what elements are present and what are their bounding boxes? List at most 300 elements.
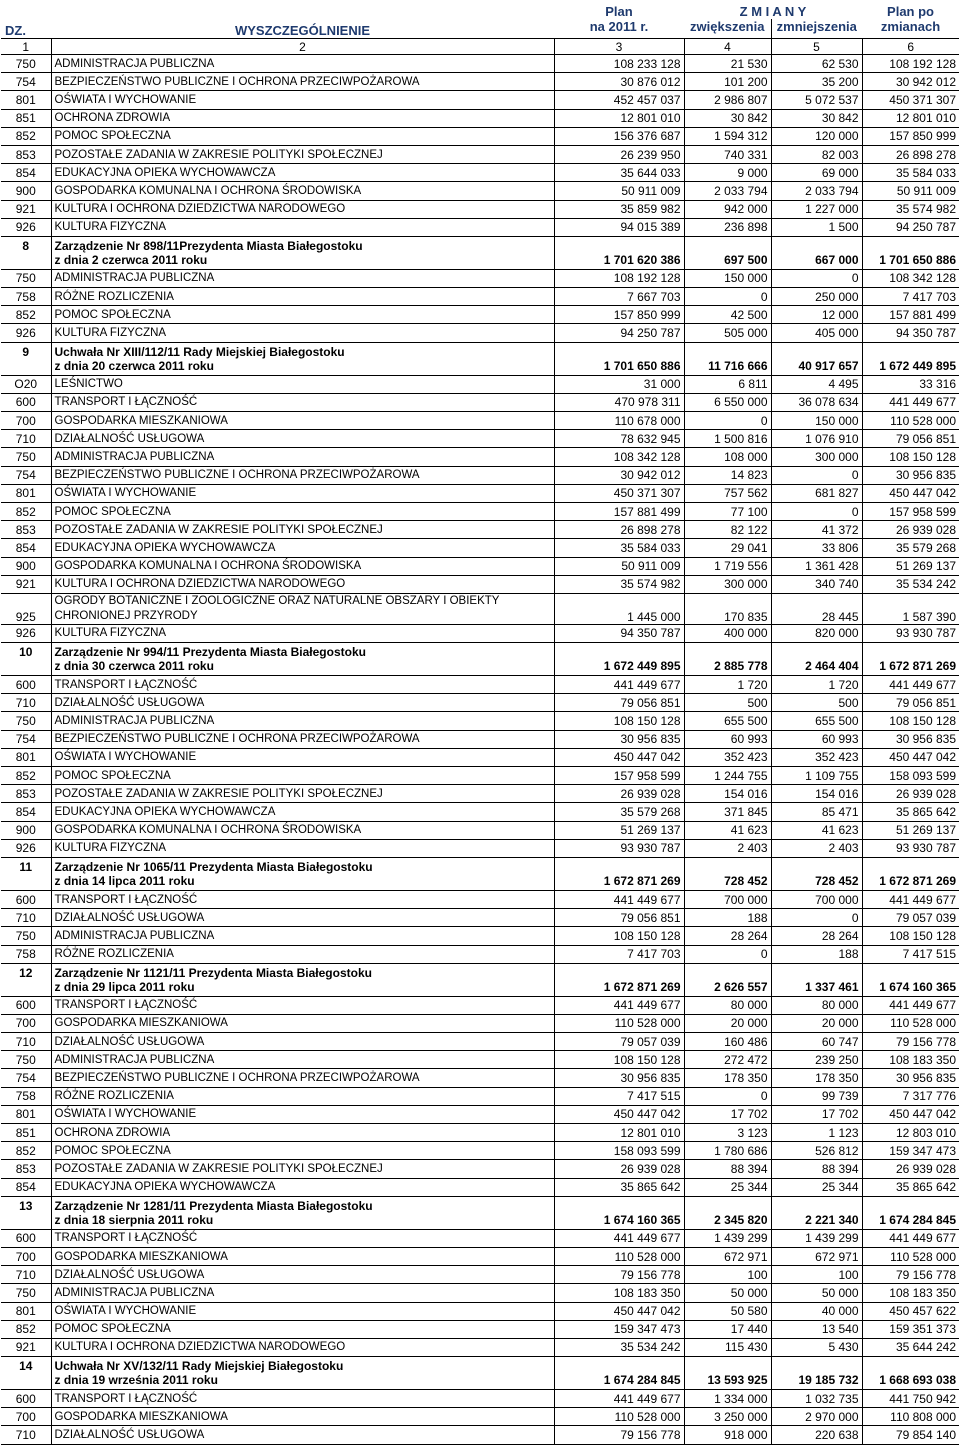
empty-cell	[771, 857, 862, 874]
increase-value: 160 486	[684, 1033, 771, 1051]
plan-after-value: 30 942 012	[862, 73, 959, 91]
plan-after-value: 26 898 278	[862, 145, 959, 163]
decrease-value: 5 430	[771, 1338, 862, 1356]
total-plan-after: 1 674 284 845	[862, 1213, 959, 1230]
resolution-number: 8	[22, 238, 30, 253]
decrease-value: 12 000	[771, 306, 862, 324]
plan-value: 108 150 128	[554, 712, 684, 730]
table-row	[1, 1408, 959, 1426]
resolution-title: Zarządzenie Nr 1065/11 Prezydenta Miasta Białegostoku	[51, 857, 554, 874]
plan-value: 441 449 677	[554, 996, 684, 1014]
resolution-header-row	[1, 963, 959, 980]
plan-value: 94 350 787	[554, 624, 684, 642]
header-planpo-line1: Plan po	[887, 4, 934, 19]
resolution-header-row	[1, 857, 959, 874]
increase-value: 0	[684, 1087, 771, 1105]
plan-after-value: 159 351 373	[862, 1320, 959, 1338]
plan-after-value: 94 250 787	[862, 218, 959, 236]
header-plan-line2: na 2011 r.	[554, 19, 684, 39]
resolution-title: Zarządzenie Nr 898/11Prezydenta Miasta Białegostoku	[51, 236, 554, 253]
section-name: TRANSPORT I ŁĄCZNOŚĆ	[51, 1229, 554, 1247]
plan-after-value: 79 156 778	[862, 1266, 959, 1284]
plan-after-value: 441 449 677	[862, 676, 959, 694]
decrease-value: 5 072 537	[771, 91, 862, 109]
resolution-header-row	[1, 236, 959, 253]
total-plan: 1 674 284 845	[554, 1373, 684, 1390]
table-row	[1, 448, 959, 466]
empty-cell	[1, 1213, 51, 1230]
table-row	[1, 200, 959, 218]
decrease-value: 820 000	[771, 624, 862, 642]
plan-value: 50 911 009	[554, 182, 684, 200]
section-name: KULTURA FIZYCZNA	[51, 218, 554, 236]
decrease-value: 500	[771, 694, 862, 712]
section-name: EDUKACYJNA OPIEKA WYCHOWAWCZA	[51, 803, 554, 821]
plan-value: 35 574 982	[554, 575, 684, 593]
resolution-totals-row	[1, 659, 959, 676]
plan-after-value: 441 449 677	[862, 1229, 959, 1247]
table-row	[1, 1160, 959, 1178]
resolution-number: 13	[19, 1198, 33, 1213]
section-code: 921	[1, 1338, 51, 1356]
empty-cell	[554, 1196, 684, 1213]
plan-value: 441 449 677	[554, 1390, 684, 1408]
plan-after-value: 79 854 140	[862, 1426, 959, 1444]
section-name: BEZPIECZEŃSTWO PUBLICZNE I OCHRONA PRZECIWPOŻAROWA	[51, 73, 554, 91]
plan-after-value: 26 939 028	[862, 785, 959, 803]
decrease-value: 30 842	[771, 109, 862, 127]
plan-value: 50 911 009	[554, 557, 684, 575]
section-name: EDUKACYJNA OPIEKA WYCHOWAWCZA	[51, 164, 554, 182]
resolution-title: Zarządzenie Nr 1121/11 Prezydenta Miasta Białegostoku	[51, 963, 554, 980]
section-code: 801	[1, 91, 51, 109]
plan-value: 156 376 687	[554, 127, 684, 145]
decrease-value: 17 702	[771, 1105, 862, 1123]
plan-value: 157 958 599	[554, 767, 684, 785]
table-row	[1, 945, 959, 963]
empty-cell	[862, 643, 959, 660]
section-name: ADMINISTRACJA PUBLICZNA	[51, 927, 554, 945]
decrease-value: 41 372	[771, 521, 862, 539]
plan-after-value: 159 347 473	[862, 1142, 959, 1160]
table-row	[1, 1426, 959, 1444]
section-code: 926	[1, 218, 51, 236]
plan-after-value: 35 865 642	[862, 803, 959, 821]
resolution-number: 11	[19, 859, 33, 874]
decrease-value: 1 076 910	[771, 430, 862, 448]
increase-value: 3 250 000	[684, 1408, 771, 1426]
plan-value: 94 250 787	[554, 324, 684, 342]
section-name: BEZPIECZEŃSTWO PUBLICZNE I OCHRONA PRZECIWPOŻAROWA	[51, 1069, 554, 1087]
increase-value: 60 993	[684, 730, 771, 748]
section-name: GOSPODARKA MIESZKANIOWA	[51, 1247, 554, 1265]
plan-after-value: 35 865 642	[862, 1178, 959, 1196]
section-code: 852	[1, 502, 51, 520]
decrease-value: 150 000	[771, 412, 862, 430]
increase-value: 77 100	[684, 502, 771, 520]
resolution-date: z dnia 30 czerwca 2011 roku	[51, 659, 554, 676]
section-code: 758	[1, 1087, 51, 1105]
increase-value: 0	[684, 945, 771, 963]
increase-value: 655 500	[684, 712, 771, 730]
plan-value: 79 057 039	[554, 1033, 684, 1051]
section-name: EDUKACYJNA OPIEKA WYCHOWAWCZA	[51, 539, 554, 557]
section-code: 852	[1, 767, 51, 785]
section-name: TRANSPORT I ŁĄCZNOŚĆ	[51, 676, 554, 694]
decrease-value: 28 445	[771, 593, 862, 624]
column-number: 2	[51, 39, 554, 55]
decrease-value: 239 250	[771, 1051, 862, 1069]
plan-value: 93 930 787	[554, 839, 684, 857]
decrease-value: 700 000	[771, 890, 862, 908]
plan-after-value: 450 447 042	[862, 484, 959, 502]
table-row	[1, 1390, 959, 1408]
section-code: 801	[1, 1302, 51, 1320]
header-planpo-line2: zmianach	[862, 19, 959, 39]
resolution-header-row	[1, 643, 959, 660]
section-code: 710	[1, 1266, 51, 1284]
resolution-date: z dnia 20 czerwca 2011 roku	[51, 359, 554, 376]
section-name: POMOC SPOŁECZNA	[51, 1142, 554, 1160]
decrease-value: 0	[771, 466, 862, 484]
plan-value: 30 942 012	[554, 466, 684, 484]
plan-after-value: 35 574 982	[862, 200, 959, 218]
decrease-value: 120 000	[771, 127, 862, 145]
resolution-title: Uchwała Nr XIII/112/11 Rady Miejskiej Białegostoku	[51, 342, 554, 359]
decrease-value: 50 000	[771, 1284, 862, 1302]
plan-value: 441 449 677	[554, 676, 684, 694]
header-dz: DZ.	[1, 0, 51, 39]
section-code: 852	[1, 127, 51, 145]
section-code: 926	[1, 324, 51, 342]
plan-value: 30 876 012	[554, 73, 684, 91]
table-row	[1, 306, 959, 324]
empty-cell	[684, 342, 771, 359]
section-code: 750	[1, 1284, 51, 1302]
section-code: 852	[1, 1320, 51, 1338]
table-row	[1, 996, 959, 1014]
section-code: 926	[1, 624, 51, 642]
table-row	[1, 1284, 959, 1302]
table-row	[1, 55, 959, 73]
empty-cell	[771, 963, 862, 980]
decrease-value: 40 000	[771, 1302, 862, 1320]
table-row	[1, 1229, 959, 1247]
plan-after-value: 35 644 242	[862, 1338, 959, 1356]
section-name: TRANSPORT I ŁĄCZNOŚĆ	[51, 890, 554, 908]
table-row	[1, 484, 959, 502]
header-plan-line1: Plan	[605, 4, 633, 19]
total-decrease: 19 185 732	[771, 1373, 862, 1390]
empty-cell	[771, 236, 862, 253]
table-row	[1, 502, 959, 520]
section-name: DZIAŁALNOŚĆ USŁUGOWA	[51, 1033, 554, 1051]
table-row	[1, 430, 959, 448]
section-name: POZOSTAŁE ZADANIA W ZAKRESIE POLITYKI SPOŁECZNEJ	[51, 1160, 554, 1178]
section-code: 750	[1, 927, 51, 945]
decrease-value: 1 227 000	[771, 200, 862, 218]
empty-cell	[554, 236, 684, 253]
table-row	[1, 767, 959, 785]
plan-value: 441 449 677	[554, 890, 684, 908]
increase-value: 1 780 686	[684, 1142, 771, 1160]
section-name: TRANSPORT I ŁĄCZNOŚĆ	[51, 996, 554, 1014]
resolution-number: 10	[19, 645, 33, 660]
section-code: 853	[1, 785, 51, 803]
section-name: DZIAŁALNOŚĆ USŁUGOWA	[51, 909, 554, 927]
plan-value: 470 978 311	[554, 393, 684, 411]
empty-cell	[1, 1373, 51, 1390]
increase-value: 1 244 755	[684, 767, 771, 785]
resolution-header-row	[1, 1357, 959, 1374]
table-row	[1, 288, 959, 306]
decrease-value: 20 000	[771, 1014, 862, 1032]
increase-value: 80 000	[684, 996, 771, 1014]
plan-after-value: 93 930 787	[862, 624, 959, 642]
decrease-value: 28 264	[771, 927, 862, 945]
plan-after-value: 110 528 000	[862, 1014, 959, 1032]
budget-table	[1, 0, 959, 1445]
total-plan: 1 672 871 269	[554, 980, 684, 997]
total-decrease: 1 337 461	[771, 980, 862, 997]
plan-value: 79 156 778	[554, 1426, 684, 1444]
section-name: ADMINISTRACJA PUBLICZNA	[51, 712, 554, 730]
section-code: 851	[1, 1124, 51, 1142]
decrease-value: 88 394	[771, 1160, 862, 1178]
decrease-value: 250 000	[771, 288, 862, 306]
plan-value: 108 150 128	[554, 1051, 684, 1069]
decrease-value: 1 123	[771, 1124, 862, 1142]
table-row	[1, 821, 959, 839]
increase-value: 188	[684, 909, 771, 927]
increase-value: 6 550 000	[684, 393, 771, 411]
table-row	[1, 1266, 959, 1284]
plan-after-value: 157 958 599	[862, 502, 959, 520]
increase-value: 700 000	[684, 890, 771, 908]
total-plan: 1 672 449 895	[554, 659, 684, 676]
decrease-value: 0	[771, 909, 862, 927]
section-name: POMOC SPOŁECZNA	[51, 1320, 554, 1338]
increase-value: 41 623	[684, 821, 771, 839]
section-code: 854	[1, 803, 51, 821]
table-row	[1, 1014, 959, 1032]
empty-cell	[862, 236, 959, 253]
section-code: 852	[1, 1142, 51, 1160]
section-code: 921	[1, 575, 51, 593]
section-code: 900	[1, 557, 51, 575]
section-code: 758	[1, 945, 51, 963]
plan-after-value: 30 956 835	[862, 730, 959, 748]
section-code: 854	[1, 539, 51, 557]
section-name: POZOSTAŁE ZADANIA W ZAKRESIE POLITYKI SPOŁECZNEJ	[51, 785, 554, 803]
resolution-title: Zarządzenie Nr 1281/11 Prezydenta Miasta Białegostoku	[51, 1196, 554, 1213]
plan-value: 26 939 028	[554, 1160, 684, 1178]
decrease-value: 2 403	[771, 839, 862, 857]
plan-value: 35 584 033	[554, 539, 684, 557]
resolution-number: 12	[19, 965, 33, 980]
increase-value: 0	[684, 288, 771, 306]
section-name: OGRODY BOTANICZNE I ZOOLOGICZNE ORAZ NATURALNE OBSZARY I OBIEKTY CHRONIONEJ PRZYRODY	[51, 593, 554, 624]
increase-value: 9 000	[684, 164, 771, 182]
section-name: TRANSPORT I ŁĄCZNOŚĆ	[51, 393, 554, 411]
table-row	[1, 539, 959, 557]
increase-value: 29 041	[684, 539, 771, 557]
plan-after-value: 79 056 851	[862, 694, 959, 712]
plan-after-value: 26 939 028	[862, 1160, 959, 1178]
section-code: 754	[1, 1069, 51, 1087]
section-code: 754	[1, 466, 51, 484]
plan-after-value: 12 801 010	[862, 109, 959, 127]
table-row	[1, 1105, 959, 1123]
table-row	[1, 164, 959, 182]
section-name: ADMINISTRACJA PUBLICZNA	[51, 55, 554, 73]
plan-value: 7 667 703	[554, 288, 684, 306]
section-name: POZOSTAŁE ZADANIA W ZAKRESIE POLITYKI SPOŁECZNEJ	[51, 521, 554, 539]
plan-after-value: 51 269 137	[862, 557, 959, 575]
plan-after-value: 51 269 137	[862, 821, 959, 839]
table-row	[1, 694, 959, 712]
empty-cell	[771, 342, 862, 359]
resolution-totals-row	[1, 253, 959, 270]
plan-after-value: 441 449 677	[862, 393, 959, 411]
table-row	[1, 1247, 959, 1265]
decrease-value: 69 000	[771, 164, 862, 182]
plan-after-value: 108 150 128	[862, 448, 959, 466]
decrease-value: 1 109 755	[771, 767, 862, 785]
plan-value: 108 233 128	[554, 55, 684, 73]
section-name: KULTURA FIZYCZNA	[51, 324, 554, 342]
decrease-value: 41 623	[771, 821, 862, 839]
plan-after-value: 1 587 390	[862, 593, 959, 624]
table-row	[1, 1051, 959, 1069]
increase-value: 672 971	[684, 1247, 771, 1265]
resolution-date: z dnia 19 września 2011 roku	[51, 1373, 554, 1390]
total-plan-after: 1 672 871 269	[862, 874, 959, 891]
increase-value: 0	[684, 412, 771, 430]
plan-after-value: 158 093 599	[862, 767, 959, 785]
section-name: POMOC SPOŁECZNA	[51, 502, 554, 520]
resolution-title: Uchwała Nr XV/132/11 Rady Miejskiej Białegostoku	[51, 1357, 554, 1374]
increase-value: 88 394	[684, 1160, 771, 1178]
table-row	[1, 785, 959, 803]
section-name: GOSPODARKA KOMUNALNA I OCHRONA ŚRODOWISKA	[51, 182, 554, 200]
plan-after-value: 450 447 042	[862, 748, 959, 766]
section-code: 853	[1, 1160, 51, 1178]
total-plan: 1 701 620 386	[554, 253, 684, 270]
total-decrease: 667 000	[771, 253, 862, 270]
empty-cell	[684, 643, 771, 660]
plan-value: 108 342 128	[554, 448, 684, 466]
increase-value: 115 430	[684, 1338, 771, 1356]
increase-value: 1 334 000	[684, 1390, 771, 1408]
table-row	[1, 1178, 959, 1196]
column-number: 6	[862, 39, 959, 55]
increase-value: 150 000	[684, 269, 771, 287]
section-code: 600	[1, 1390, 51, 1408]
increase-value: 25 344	[684, 1178, 771, 1196]
total-plan-after: 1 668 693 038	[862, 1373, 959, 1390]
section-code: 750	[1, 1051, 51, 1069]
plan-after-value: 450 447 042	[862, 1105, 959, 1123]
section-name: KULTURA I OCHRONA DZIEDZICTWA NARODOWEGO	[51, 1338, 554, 1356]
header-zwiekszenia: zwiększenia	[684, 19, 771, 39]
increase-value: 272 472	[684, 1051, 771, 1069]
plan-value: 30 956 835	[554, 1069, 684, 1087]
section-code: 853	[1, 521, 51, 539]
total-increase: 2 345 820	[684, 1213, 771, 1230]
decrease-value: 1 500	[771, 218, 862, 236]
resolution-date: z dnia 29 lipca 2011 roku	[51, 980, 554, 997]
increase-value: 3 123	[684, 1124, 771, 1142]
section-code: 600	[1, 996, 51, 1014]
plan-value: 35 644 033	[554, 164, 684, 182]
plan-value: 441 449 677	[554, 1229, 684, 1247]
increase-value: 42 500	[684, 306, 771, 324]
plan-value: 35 579 268	[554, 803, 684, 821]
plan-after-value: 30 956 835	[862, 466, 959, 484]
decrease-value: 352 423	[771, 748, 862, 766]
plan-after-value: 108 150 128	[862, 712, 959, 730]
table-row	[1, 521, 959, 539]
increase-value: 505 000	[684, 324, 771, 342]
column-number: 1	[1, 39, 51, 55]
plan-after-value: 35 579 268	[862, 539, 959, 557]
decrease-value: 35 200	[771, 73, 862, 91]
plan-value: 26 239 950	[554, 145, 684, 163]
plan-after-value: 79 056 851	[862, 430, 959, 448]
empty-cell	[862, 342, 959, 359]
resolution-number: 14	[19, 1359, 33, 1374]
decrease-value: 220 638	[771, 1426, 862, 1444]
increase-value: 50 580	[684, 1302, 771, 1320]
section-code: 750	[1, 269, 51, 287]
section-name: OŚWIATA I WYCHOWANIE	[51, 91, 554, 109]
table-row	[1, 109, 959, 127]
section-code: 750	[1, 55, 51, 73]
plan-value: 7 417 515	[554, 1087, 684, 1105]
plan-after-value: 108 342 128	[862, 269, 959, 287]
increase-value: 236 898	[684, 218, 771, 236]
table-row	[1, 748, 959, 766]
table-row	[1, 91, 959, 109]
plan-value: 1 445 000	[554, 593, 684, 624]
section-name: LEŚNICTWO	[51, 375, 554, 393]
plan-value: 110 678 000	[554, 412, 684, 430]
table-row	[1, 1124, 959, 1142]
total-increase: 11 716 666	[684, 359, 771, 376]
total-plan: 1 701 650 886	[554, 359, 684, 376]
table-row	[1, 676, 959, 694]
increase-value: 1 720	[684, 676, 771, 694]
section-name: OŚWIATA I WYCHOWANIE	[51, 1105, 554, 1123]
plan-value: 159 347 473	[554, 1320, 684, 1338]
section-name: DZIAŁALNOŚĆ USŁUGOWA	[51, 1266, 554, 1284]
plan-value: 108 183 350	[554, 1284, 684, 1302]
column-number-row	[1, 39, 959, 55]
plan-after-value: 450 371 307	[862, 91, 959, 109]
empty-cell	[1, 359, 51, 376]
plan-value: 35 865 642	[554, 1178, 684, 1196]
plan-value: 158 093 599	[554, 1142, 684, 1160]
plan-value: 450 447 042	[554, 1105, 684, 1123]
table-row	[1, 803, 959, 821]
increase-value: 14 823	[684, 466, 771, 484]
total-plan-after: 1 672 871 269	[862, 659, 959, 676]
header-wyszczegolnienie: WYSZCZEGÓLNIENIE	[51, 0, 554, 39]
decrease-value: 188	[771, 945, 862, 963]
plan-value: 12 801 010	[554, 1124, 684, 1142]
section-code: 801	[1, 1105, 51, 1123]
